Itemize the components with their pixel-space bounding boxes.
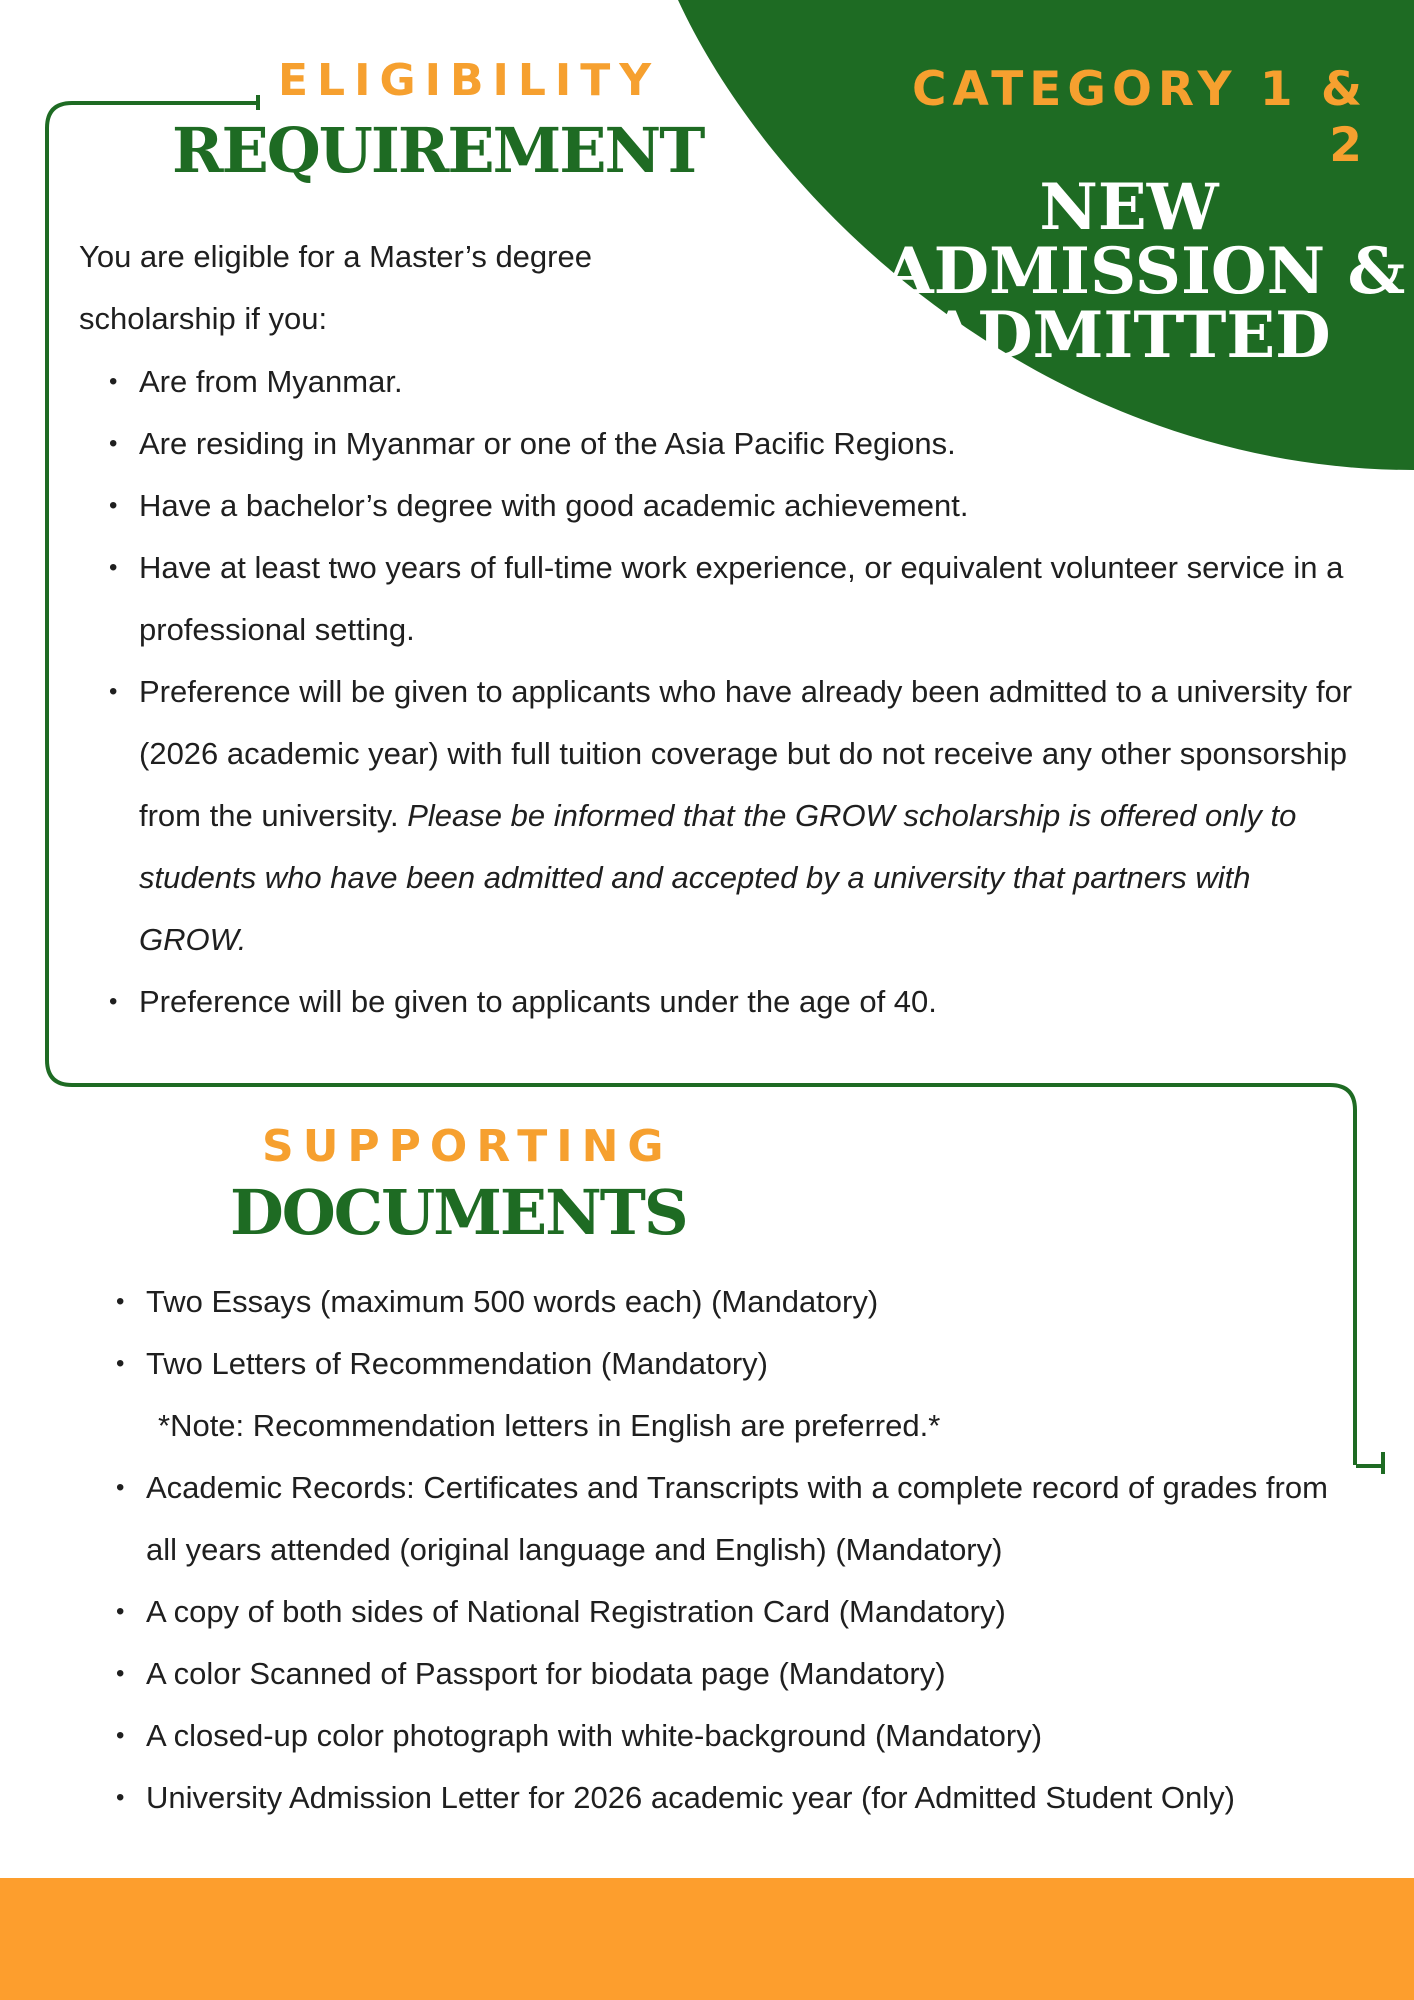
eligibility-item: • Have at least two years of full-time work experience, or equivalent volunteer service in a professional setting. [79,537,1359,661]
eligibility-intro-line: scholarship if you: [79,301,328,336]
documents-heading: DOCUMENTS [230,1176,687,1249]
category-title [854,170,1406,373]
grow-partner-note: Please be informed that the GROW scholarship is offered only to students who have been admitted and accepted by a university that partners with GROW. [139,798,1297,957]
eligibility-intro-line: You are eligible for a Master’s degree [79,239,592,274]
eligibility-intro [79,226,639,350]
eligibility-heading: REQUIREMENT [172,114,704,187]
document-item: • Two Letters of Recommendation (Mandatory) [86,1333,1356,1395]
eligibility-item: • Have a bachelor’s degree with good academic achievement. [79,475,1359,537]
documents-eyebrow: SUPPORTING [262,1121,673,1172]
category-title-line: ADMITTED [927,298,1331,373]
document-item: • Two Essays (maximum 500 words each) (Mandatory) [86,1271,1356,1333]
document-item: • A color Scanned of Passport for biodata page (Mandatory) [86,1643,1356,1705]
document-item: • A closed-up color photograph with white-background (Mandatory) [86,1705,1356,1767]
eligibility-item-text: Preference will be given to applicants who have already been admitted to a university for (2026 academic year) with full tuition coverage but do not receive any other sponsorship from the university. [139,674,1353,833]
category-eyebrow: CATEGORY 1 & 2 [912,62,1368,173]
eligibility-list [79,351,1359,1033]
eligibility-eyebrow: ELIGIBILITY [278,55,661,106]
document-item: • A copy of both sides of National Registration Card (Mandatory) [86,1581,1356,1643]
document-item: • Academic Records: Certificates and Transcripts with a complete record of grades from all years attended (original language and English) (Mandatory) [86,1457,1356,1581]
category-title-line: ADMISSION & [884,234,1406,309]
category-title-line: NEW [1039,170,1219,245]
category-banner [854,62,1406,373]
eligibility-item: • Preference will be given to applicants under the age of 40. [79,971,1359,1033]
documents-list [86,1271,1356,1829]
eligibility-item: • Are from Myanmar. [79,351,1359,413]
eligibility-item: • Are residing in Myanmar or one of the Asia Pacific Regions. [79,413,1359,475]
eligibility-item-preference-admitted [79,661,1359,971]
footer-bar [0,1878,1414,2000]
document-item: • University Admission Letter for 2026 academic year (for Admitted Student Only) [86,1767,1356,1829]
recommendation-note: *Note: Recommendation letters in English are preferred.* [158,1408,941,1443]
